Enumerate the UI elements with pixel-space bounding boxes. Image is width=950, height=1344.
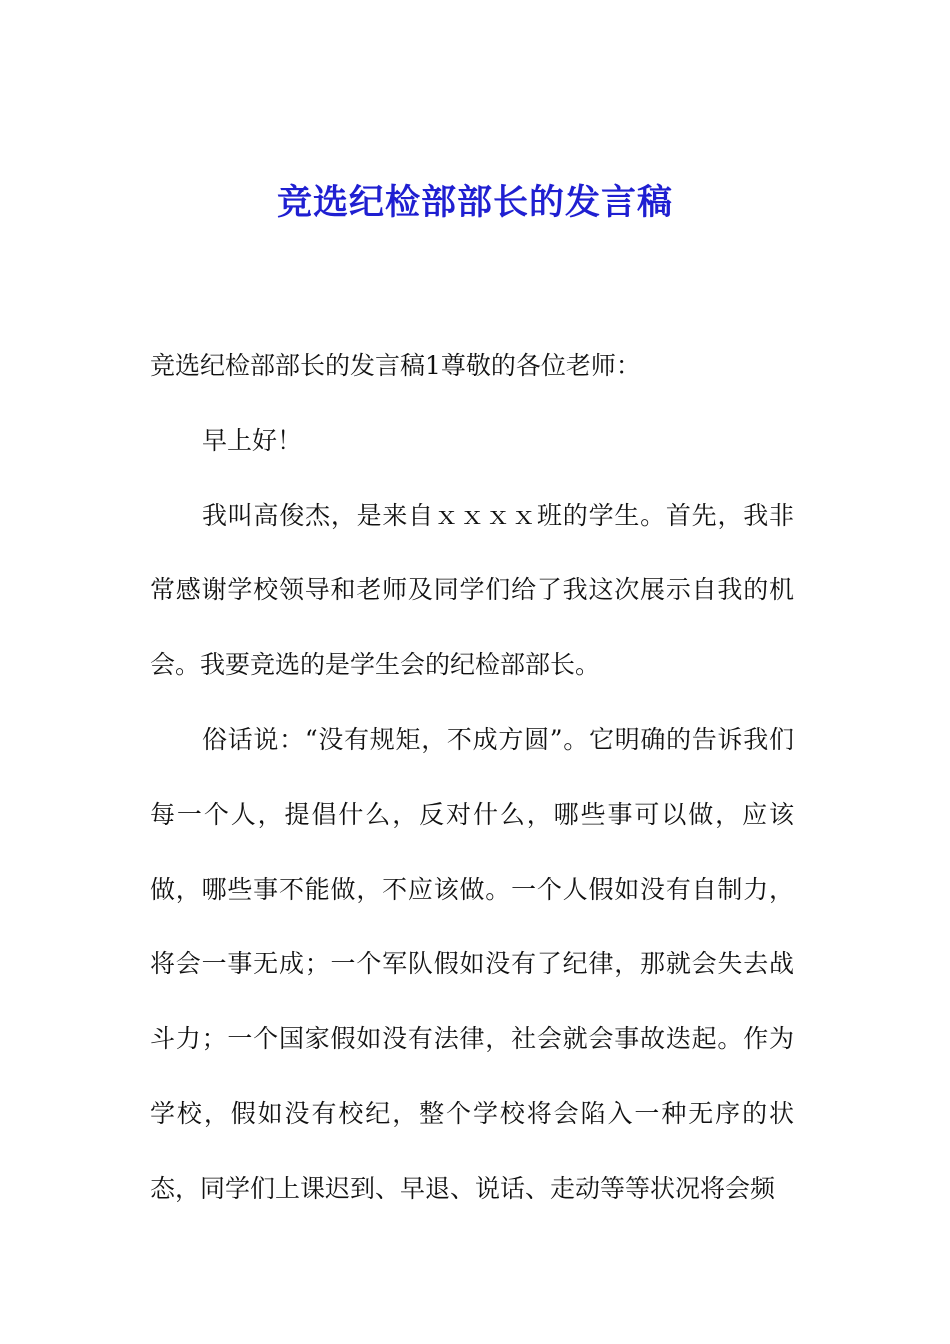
paragraph-opening: 竞选纪检部部长的发言稿1尊敬的各位老师： xyxy=(150,351,641,380)
document-body xyxy=(150,329,794,1227)
document-title: 竞选纪检部部长的发言稿 xyxy=(276,182,673,223)
paragraph-discipline: 俗话说：“没有规矩，不成方圆”。它明确的告诉我们每一个人，提倡什么，反对什么，哪些事可以做，应该做，哪些事不能做，不应该做。一个人假如没有自制力，将会一事无成；一个军队假如没有了纪律，那就会失去战斗力；一个国家假如没有法律，社会就会事故迭起。作为学校，假如没有校纪，整个学校将会陷入一种无序的状态，同学们上课迟到、早退、说话、走动等等状况将会频 xyxy=(150,724,794,1203)
paragraph-introduction: 我叫高俊杰，是来自ｘｘｘｘ班的学生。首先，我非常感谢学校领导和老师及同学们给了我这次展示自我的机会。我要竞选的是学生会的纪检部部长。 xyxy=(150,500,794,680)
paragraph-greeting: 早上好！ xyxy=(202,425,303,455)
